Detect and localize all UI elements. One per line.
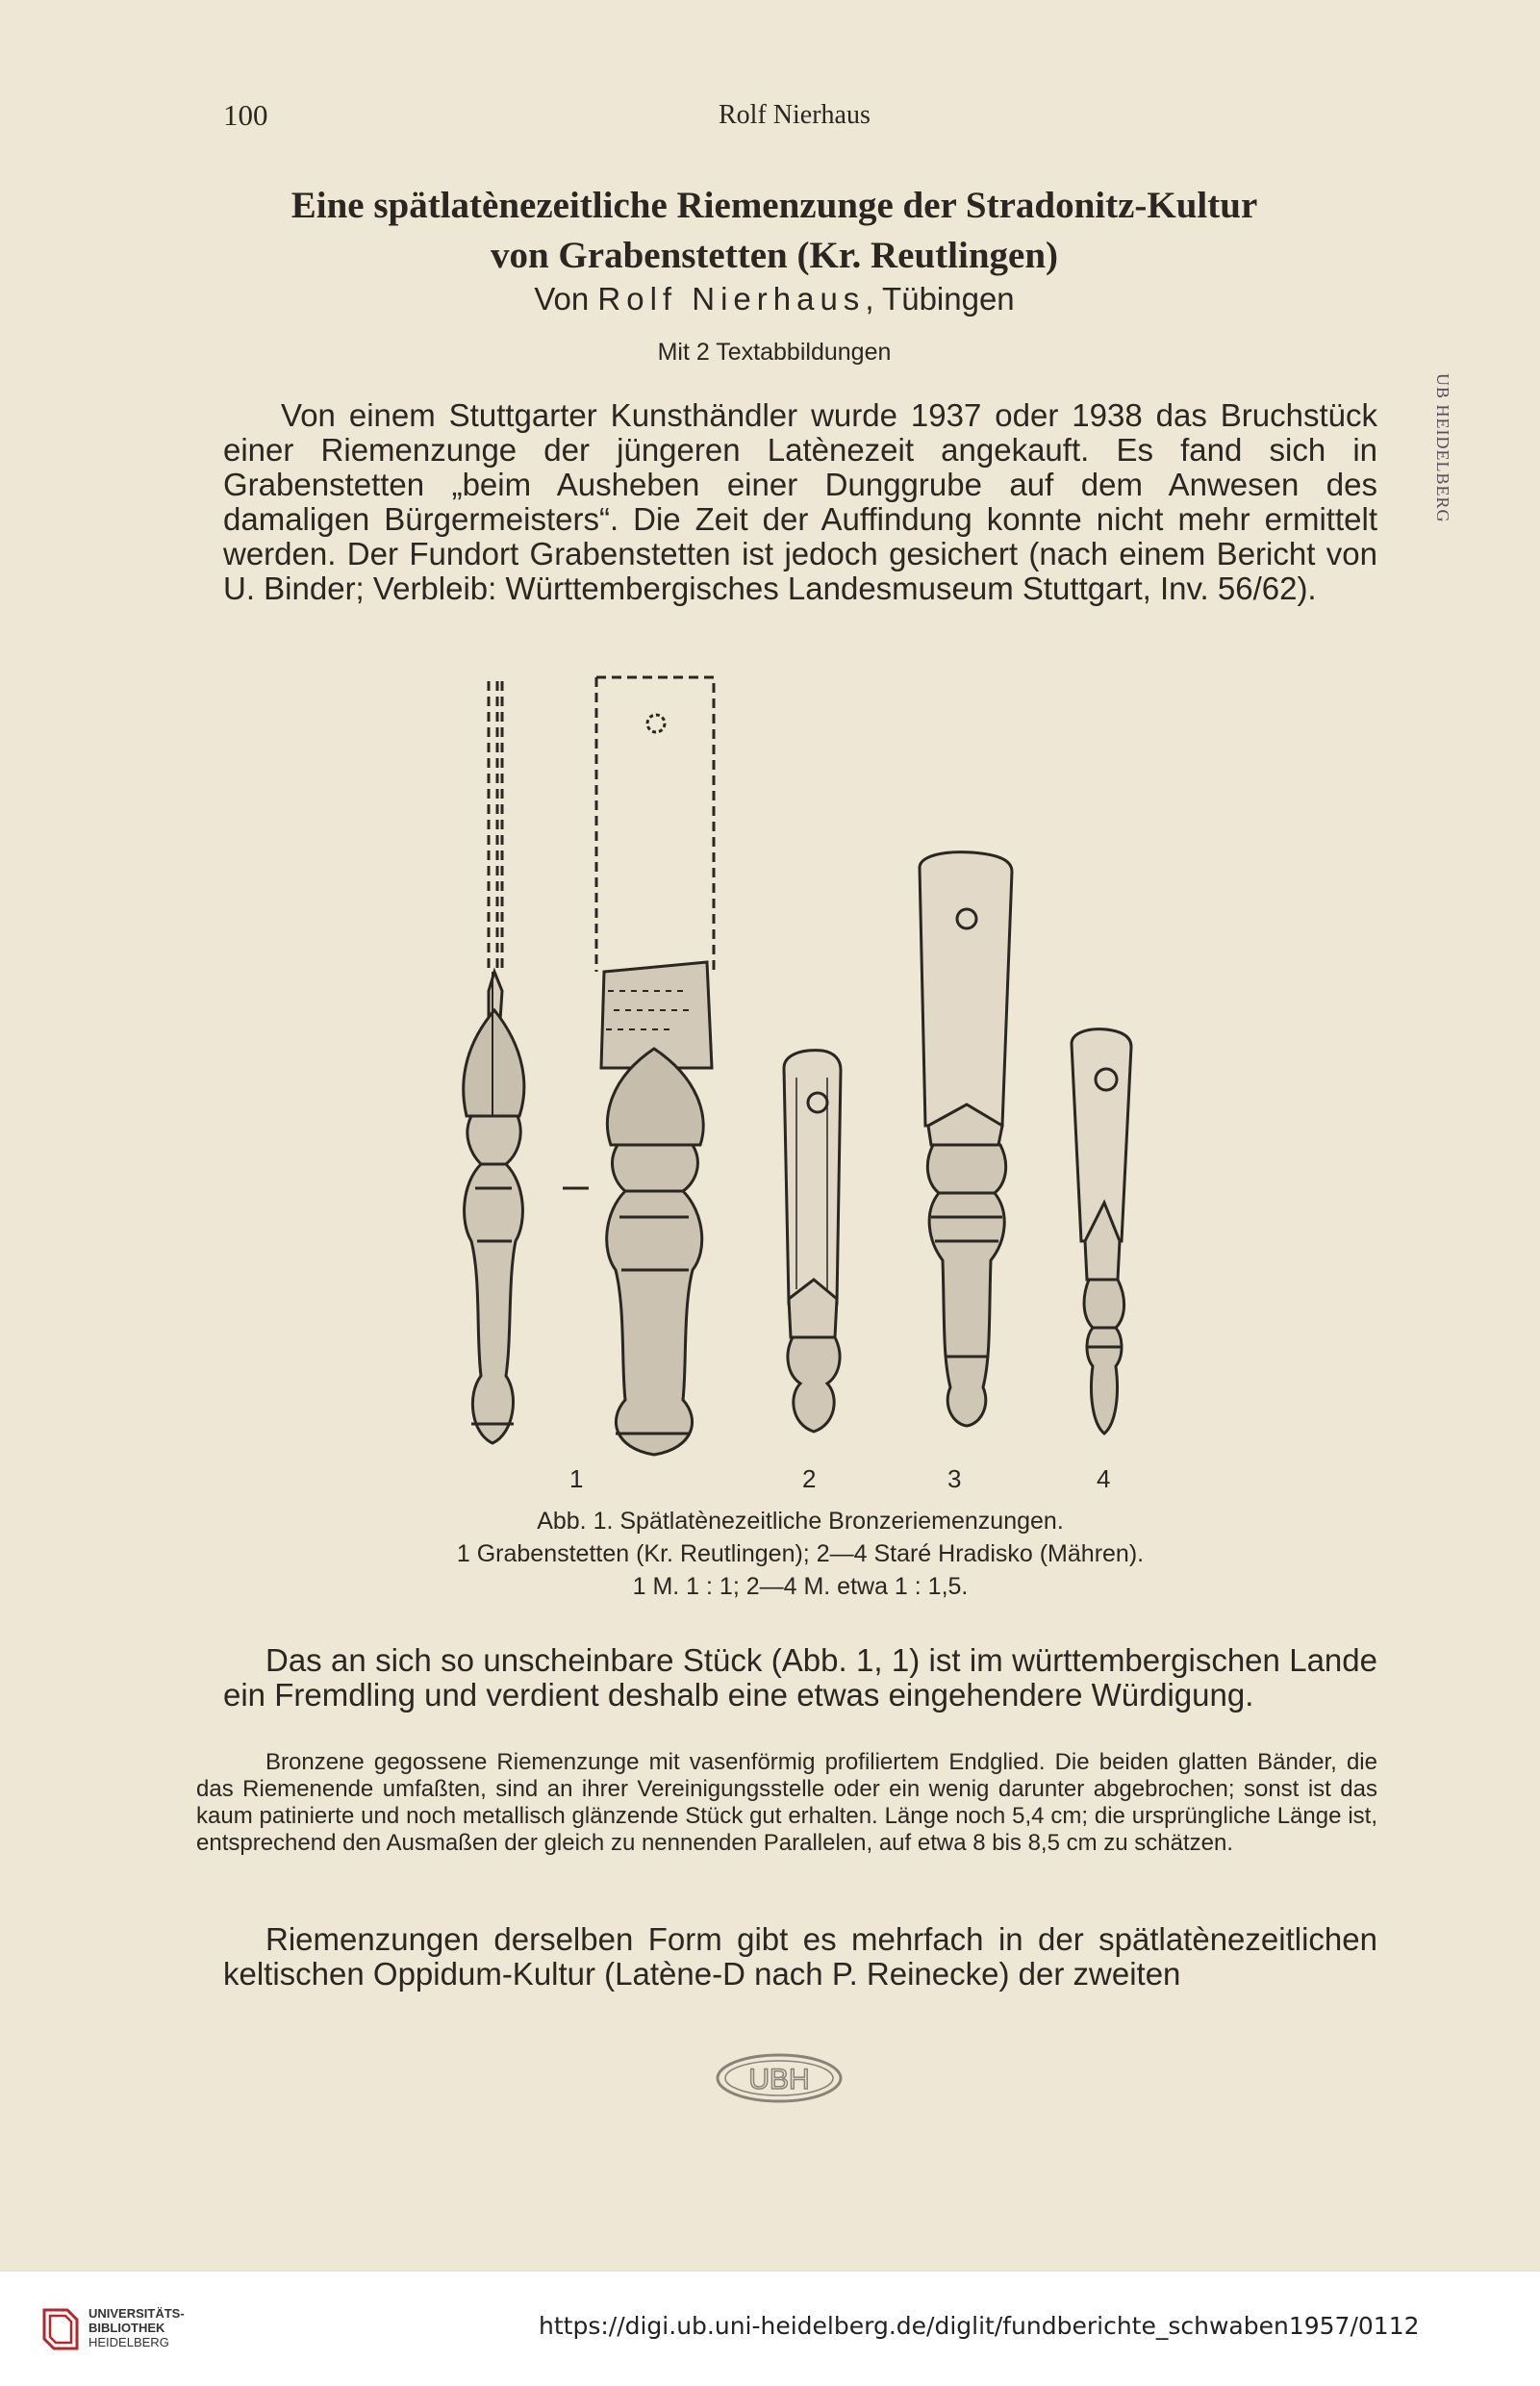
figure-number-2: 2 [802,1464,817,1493]
belt-tongue-1-front-drawing [596,677,714,1455]
figure-number-3: 3 [947,1464,962,1493]
byline-prefix: Von [534,281,590,317]
article-title-line-2: von Grabenstetten (Kr. Reutlingen) [490,235,1059,276]
figures-note: Mit 2 Textabbildungen [657,339,892,366]
figure-caption-line-2: 1 Grabenstetten (Kr. Reutlingen); 2—4 Staré Hradisko (Mähren). [456,1540,1145,1567]
belt-tongue-2-drawing [784,1051,841,1432]
library-side-stamp: UB HEIDELBERG [1433,373,1452,523]
library-name-line-2: BIBLIOTHEK [88,2321,165,2335]
running-head: Rolf Nierhaus [719,100,871,130]
ubh-logo-text: UBH [748,2064,810,2095]
article-title [221,181,1327,281]
author-name: Rolf Nierhaus [597,281,866,317]
viewer-footer [0,2271,1540,2386]
figure-number-1: 1 [569,1464,584,1493]
paragraph-object-description: Bronzene gegossene Riemenzunge mit vasenförmig profiliertem Endglied. Die beiden glatten Bänder, die das Riemenende umfaßten, sind an ihrer Vereinigungsstelle oder ein wenig darunter abgebrochen; sonst ist das kaum patinierte und noch metallisch glänzende Stück gut erhalten. Länge noch 5,4 cm; die ursprüngliche Länge ist, entsprechend den Ausmaßen der gleich zu nennenden Parallelen, auf etwa 8 bis 8,5 cm zu schätzen. [196,1749,1377,1856]
library-name [88,2306,185,2349]
page-number: 100 [223,98,268,132]
permalink-url[interactable]: https://digi.ub.uni-heidelberg.de/diglit/fundberichte_schwaben1957/0112 [539,2312,1420,2340]
paragraph-intro: Von einem Stuttgarter Kunsthändler wurde 1937 oder 1938 das Bruchstück einer Riemenzunge der jüngeren Latènezeit angekauft. Es fand sich in Grabenstetten „beim Ausheben einer Dunggrube auf dem Anwesen des damaligen Bürgermeisters“. Die Zeit der Auffindung konnte nicht mehr ermittelt werden. Der Fundort Grabenstetten ist jedoch gesichert (nach einem Bericht von U. Binder; Verbleib: Württembergisches Landesmuseum Stuttgart, Inv. 56/62). [223,397,1377,606]
figure-belt-tongues [442,664,1174,1462]
figure-caption-line-3: 1 M. 1 : 1; 2—4 M. etwa 1 : 1,5. [632,1573,969,1600]
paragraph-parallels: Riemenzungen derselben Form gibt es mehrfach in der spätlatènezeitlichen keltischen Oppidum-Kultur (Latène-D nach P. Reinecke) der zweiten [223,1921,1377,1992]
article-title-line-1: Eine spätlatènezeitliche Riemenzunge der Stradonitz-Kultur [290,185,1258,226]
figure-number-4: 4 [1097,1464,1111,1493]
belt-tongue-1-side-drawing [464,681,524,1443]
page-header [223,98,1377,137]
belt-tongue-4-drawing [1072,1029,1131,1434]
library-name-line-3: HEIDELBERG [88,2335,169,2349]
paragraph-discussion: Das an sich so unscheinbare Stück (Abb. 1, 1) ist im württembergischen Lande ein Fremdling und verdient deshalb eine etwas eingehendere Würdigung. [223,1642,1377,1713]
ubh-stamp-logo [712,2049,846,2107]
byline-suffix: , Tübingen [865,281,1015,317]
library-logo-icon [37,2300,85,2356]
byline [221,281,1327,317]
library-name-line-1: UNIVERSITÄTS- [88,2306,185,2321]
belt-tongue-3-drawing [920,852,1012,1426]
figure-caption-line-1: Abb. 1. Spätlatènezeitliche Bronzeriemenzungen. [537,1508,1064,1535]
